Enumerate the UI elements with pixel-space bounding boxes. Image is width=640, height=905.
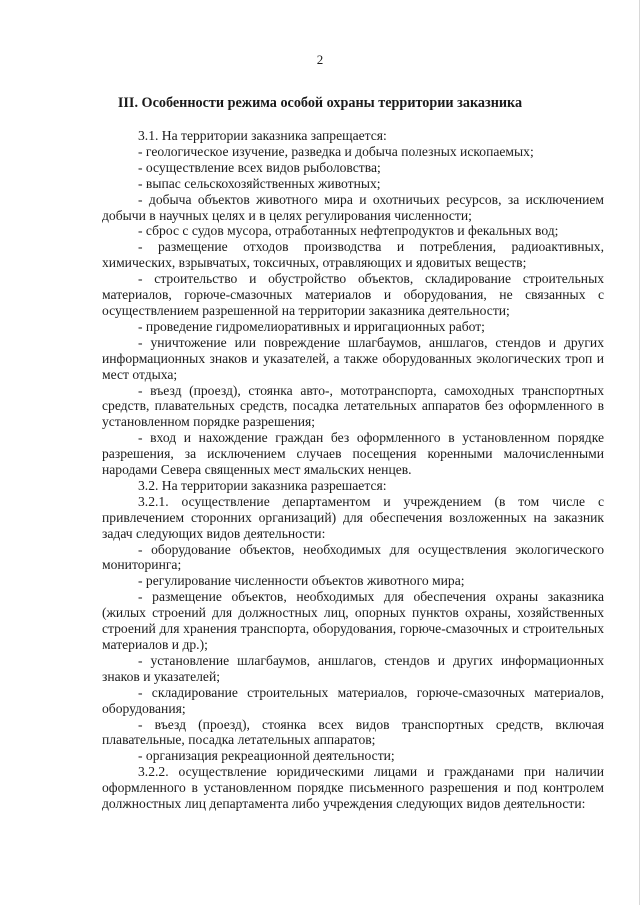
paragraph: 3.2.1. осуществление департаментом и учреждением (в том числе с привлечением сторонних организаций) для обеспечения возложенных на заказник задач следующих видов деятельности: — [102, 493, 604, 541]
paragraph: - складирование строительных материалов, горюче-смазочных материалов, оборудования; — [102, 684, 604, 716]
paragraph: - оборудование объектов, необходимых для осуществления экологического мониторинга; — [102, 541, 604, 573]
paragraph: - уничтожение или повреждение шлагбаумов, аншлагов, стендов и других информационных знаков и указателей, а также оборудованных экологических троп и мест отдыха; — [102, 334, 604, 382]
body-text — [102, 128, 604, 812]
paragraph: - проведение гидромелиоративных и ирригационных работ; — [138, 318, 485, 334]
paragraph: - размещение объектов, необходимых для обеспечения охраны заказника (жилых строений для должностных лиц, опорных пунктов охраны, хозяйственных строений для хранения транспорта, оборудования, горюче-смазочных и строительных материалов и др.); — [102, 589, 604, 652]
paragraph: - установление шлагбаумов, аншлагов, стендов и других информационных знаков и указателей; — [102, 652, 604, 684]
paragraph: - добыча объектов животного мира и охотничьих ресурсов, за исключением добычи в научных целях и в целях регулирования численности; — [102, 191, 604, 223]
paragraph: 3.1. На территории заказника запрещается: — [138, 128, 387, 143]
paragraph: - геологическое изучение, разведка и добыча полезных ископаемых; — [138, 143, 534, 159]
paragraph: - осуществление всех видов рыболовства; — [138, 159, 381, 175]
paragraph: - регулирование численности объектов животного мира; — [138, 573, 465, 589]
section-title: III. Особенности режима особой охраны территории заказника — [117, 95, 523, 111]
paragraph: - выпас сельскохозяйственных животных; — [138, 175, 381, 191]
paragraph: 3.2. На территории заказника разрешается: — [138, 477, 387, 493]
paragraph: - организация рекреационной деятельности; — [138, 748, 395, 764]
page-number: 2 — [316, 52, 324, 67]
paragraph: - въезд (проезд), стоянка всех видов транспортных средств, включая плавательные, посадка летательных аппаратов; — [102, 716, 604, 748]
paragraph: 3.2.2. осуществление юридическими лицами и гражданами при наличии оформленного в установленном порядке письменного разрешения и под контролем должностных лиц департамента либо учреждения следующих видов деятельности: — [102, 764, 604, 812]
paragraph: - вход и нахождение граждан без оформленного в установленном порядке разрешения, за исключением случаев посещения коренными малочисленными народами Севера священных мест ямальских ненцев. — [102, 430, 604, 478]
paragraph: - строительство и обустройство объектов, складирование строительных материалов, горюче-смазочных материалов и оборудования, не связанных с осуществлением разрешенной на территории заказника деятельности; — [102, 271, 604, 318]
paragraph: - въезд (проезд), стоянка авто-, мототранспорта, самоходных транспортных средств, плавательных средств, посадка летательных аппаратов без оформленного в установленном порядке разрешения; — [102, 382, 604, 430]
paragraph: - сброс с судов мусора, отработанных нефтепродуктов и фекальных вод; — [138, 223, 559, 239]
paragraph: - размещение отходов производства и потребления, радиоактивных, химических, взрывчатых, токсичных, отравляющих и ядовитых веществ; — [102, 239, 604, 271]
